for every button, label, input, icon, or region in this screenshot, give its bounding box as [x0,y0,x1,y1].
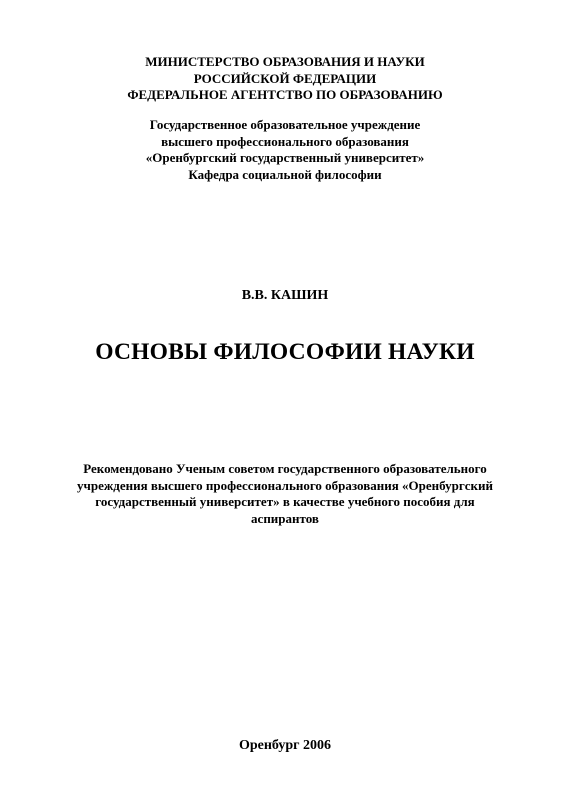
institution-line: Государственное образовательное учреждение [149,117,421,132]
institution-header [0,117,570,183]
ministry-line: МИНИСТЕРСТВО ОБРАЗОВАНИЯ И НАУКИ [145,54,425,69]
institution-line: «Оренбургский государственный университет» [145,150,425,165]
book-title: ОСНОВЫ ФИЛОСОФИИ НАУКИ [95,339,475,365]
recommendation-line: аспирантов [251,510,319,526]
ministry-header [0,54,570,104]
author-name: В.В. КАШИН [241,288,329,303]
department-line: Кафедра социальной философии [188,166,382,182]
recommendation-line: учреждения высшего профессионального образования «Оренбургский [77,477,493,493]
recommendation-line: государственный университет» в качестве учебного пособия для [95,494,475,509]
ministry-line: ФЕДЕРАЛЬНОЕ АГЕНТСТВО ПО ОБРАЗОВАНИЮ [127,87,443,102]
ministry-line: РОССИЙСКОЙ ФЕДЕРАЦИИ [193,70,377,86]
recommendation-text [0,461,570,527]
institution-line: высшего профессионального образования [161,133,409,149]
city-year: Оренбург 2006 [238,738,332,753]
recommendation-line: Рекомендовано Ученым советом государственного образовательного [83,461,487,476]
